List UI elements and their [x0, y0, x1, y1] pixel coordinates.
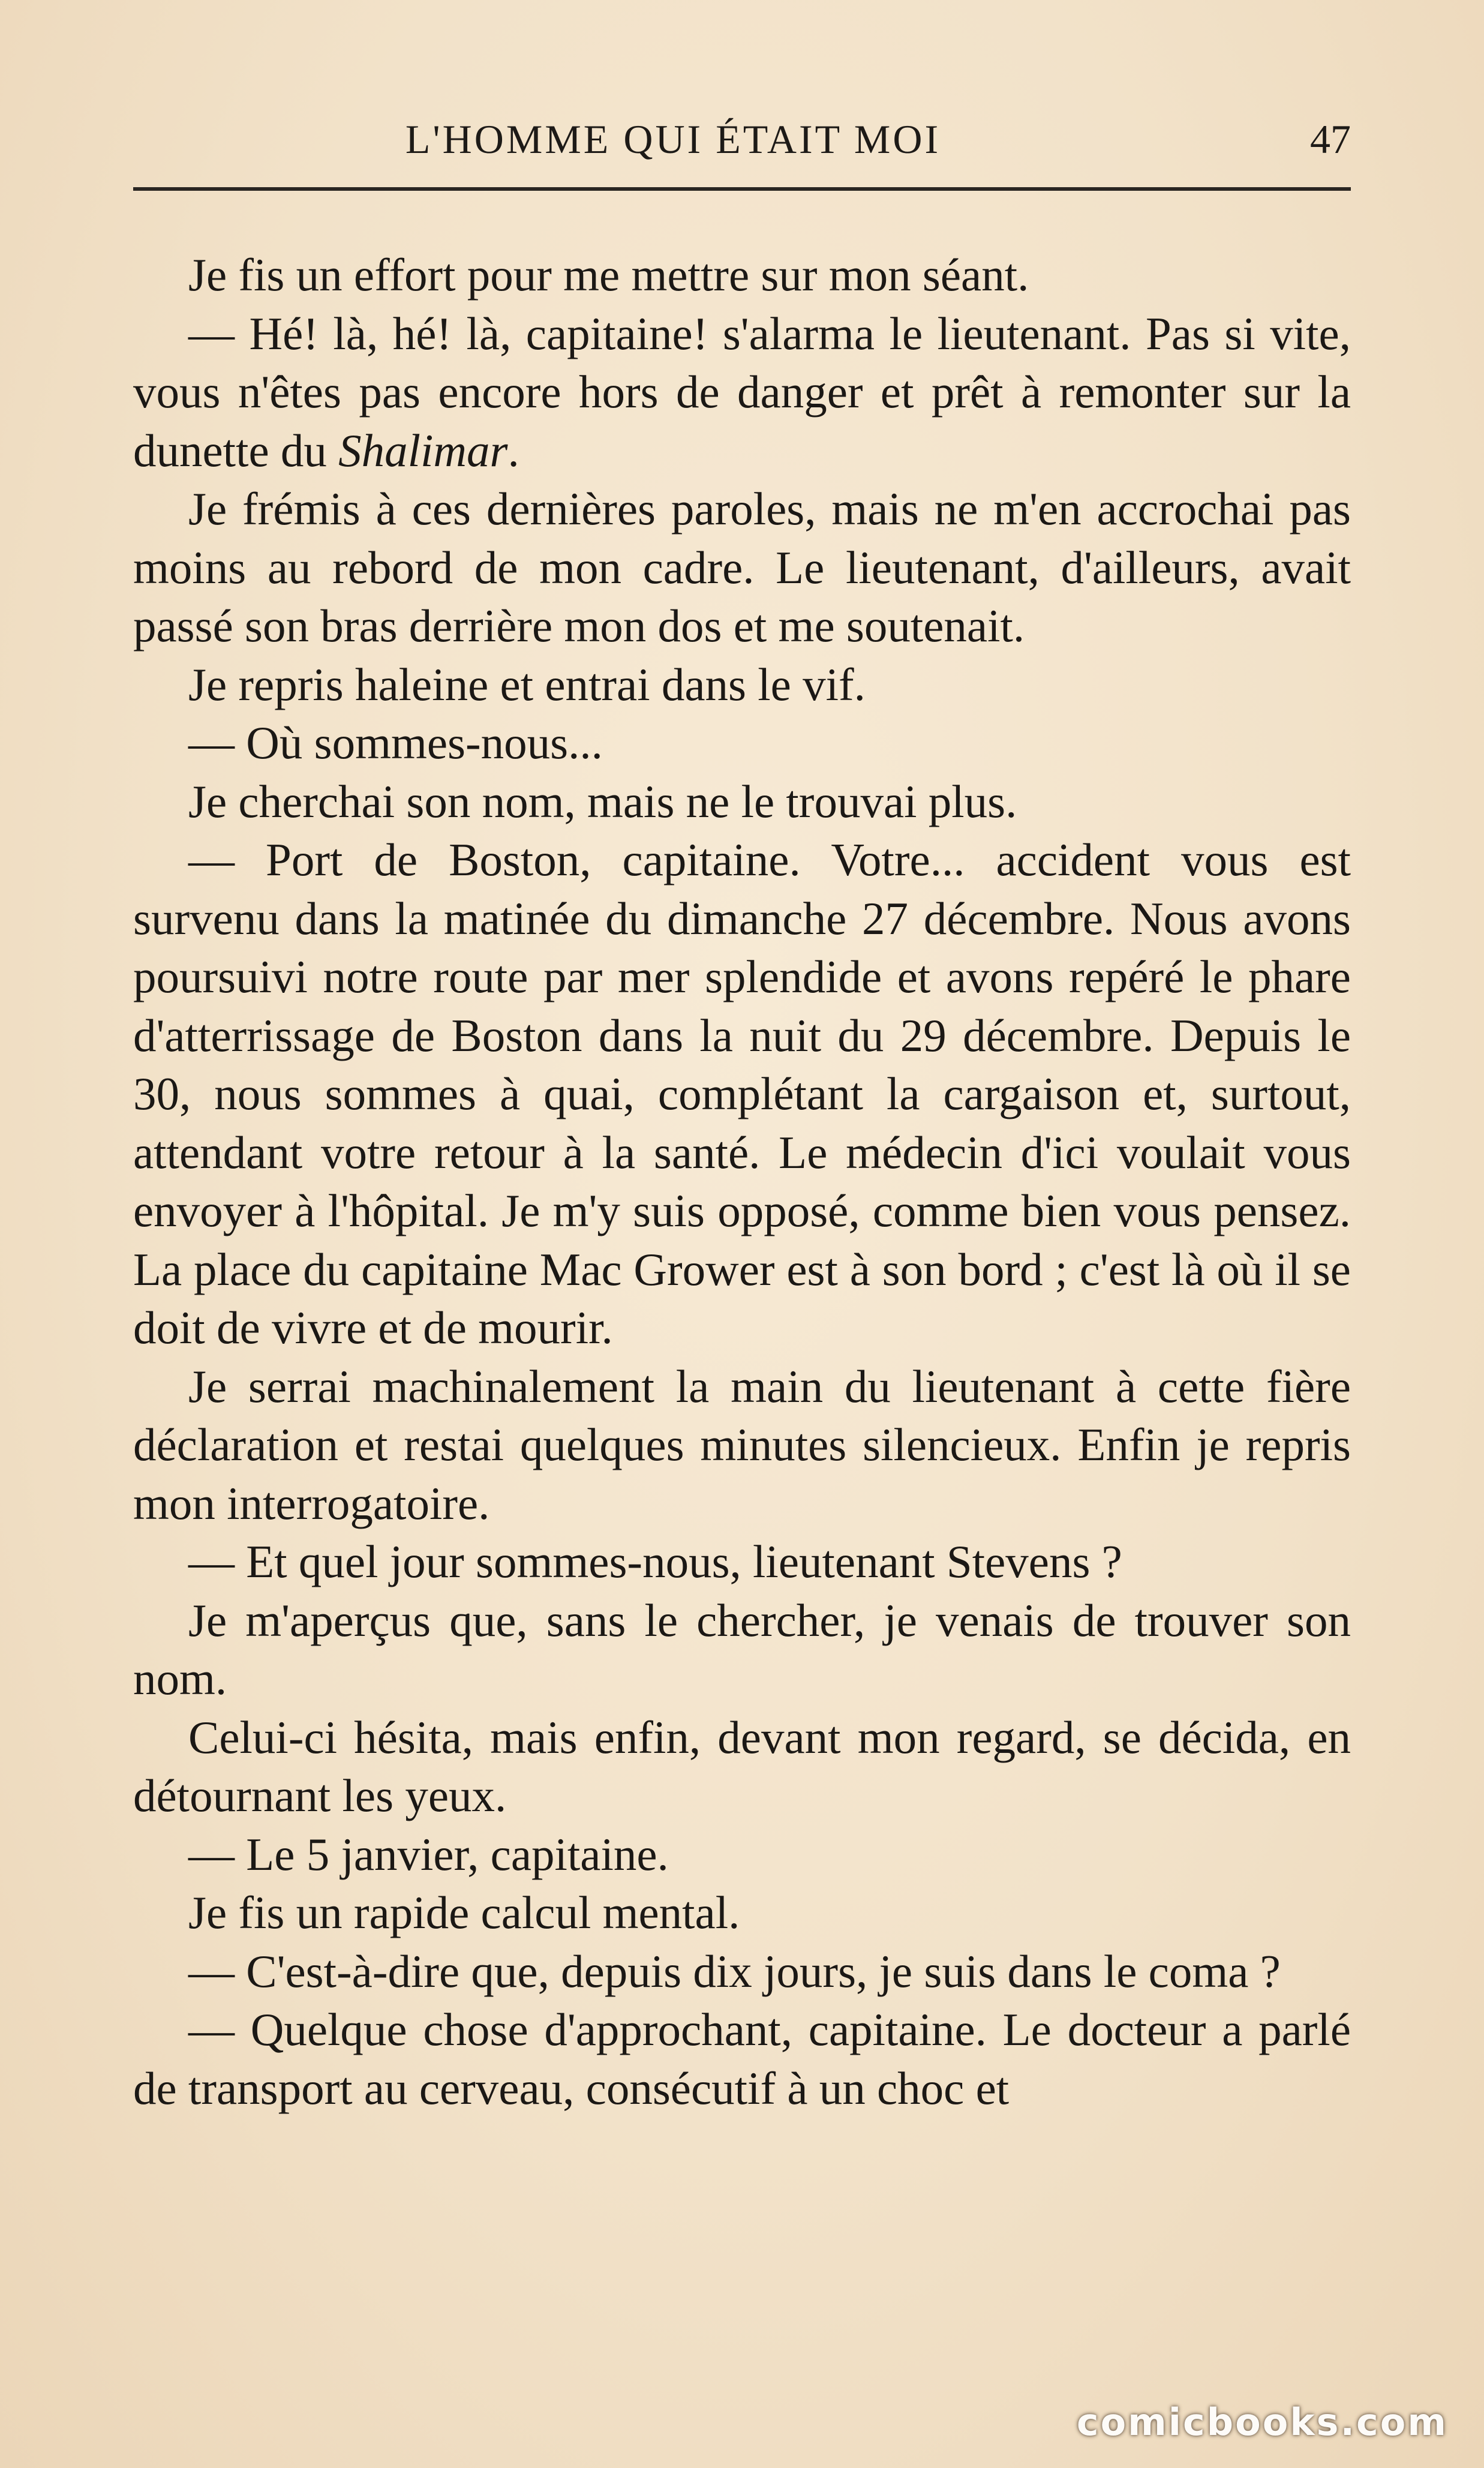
- paragraph: — Port de Boston, capitaine. Votre... accident vous est survenu dans la matinée du dimanche 27 décembre. Nous avons poursuivi notre route par mer splendide et avons repéré le phare d'atterrissage de Boston dans la nuit du 29 décembre. Depuis le 30, nous sommes à quai, complétant la cargaison et, surtout, attendant votre retour à la santé. Le médecin d'ici voulait vous envoyer à l'hôpital. Je m'y suis opposé, comme bien vous pensez. La place du capitaine Mac Grower est à son bord ; c'est là où il se doit de vivre et de mourir.: [133, 834, 1351, 1353]
- paragraph: Je fis un effort pour me mettre sur mon séant.: [188, 249, 1029, 301]
- paragraph: — Où sommes-nous...: [188, 717, 603, 768]
- paragraph: Je fis un rapide calcul mental.: [188, 1887, 740, 1938]
- paragraph: Je repris haleine et entrai dans le vif.: [188, 658, 866, 710]
- header-rule: [133, 187, 1351, 191]
- ship-name: Shalimar: [338, 424, 508, 476]
- paragraph: — C'est-à-dire que, depuis dix jours, je suis dans le coma ?: [188, 1945, 1281, 1997]
- paragraph-text: .: [507, 424, 519, 476]
- paragraph: [133, 305, 1351, 481]
- page-header: [133, 105, 1351, 171]
- running-title: L'HOMME QUI ÉTAIT MOI: [405, 116, 941, 162]
- paragraph: Je frémis à ces dernières paroles, mais ne m'en accrochai pas moins au rebord de mon cadre. Le lieutenant, d'ailleurs, avait passé son bras derrière mon dos et me soutenait.: [133, 483, 1351, 651]
- watermark: comicbooks.com: [1076, 2400, 1448, 2444]
- paragraph: Je serrai machinalement la main du lieutenant à cette fière déclaration et restai quelques minutes silencieux. Enfin je repris mon interrogatoire.: [133, 1360, 1351, 1529]
- paragraph: — Le 5 janvier, capitaine.: [188, 1828, 669, 1880]
- body-text: [133, 246, 1351, 2118]
- page-number: 47: [1310, 116, 1351, 162]
- paragraph: Je cherchai son nom, mais ne le trouvai plus.: [188, 775, 1017, 827]
- paragraph: — Et quel jour sommes-nous, lieutenant Stevens ?: [188, 1536, 1122, 1587]
- paragraph-text: — Hé! là, hé! là, capitaine! s'alarma le lieutenant. Pas si vite, vous n'êtes pas encore hors de danger et prêt à remonter sur la dunette du: [133, 307, 1351, 476]
- paragraph: Celui-ci hésita, mais enfin, devant mon regard, se décida, en détournant les yeux.: [133, 1711, 1351, 1821]
- paragraph: Je m'aperçus que, sans le chercher, je venais de trouver son nom.: [133, 1594, 1351, 1704]
- paragraph: — Quelque chose d'approchant, capitaine. Le docteur a parlé de transport au cerveau, consécutif à un choc et: [133, 2004, 1351, 2114]
